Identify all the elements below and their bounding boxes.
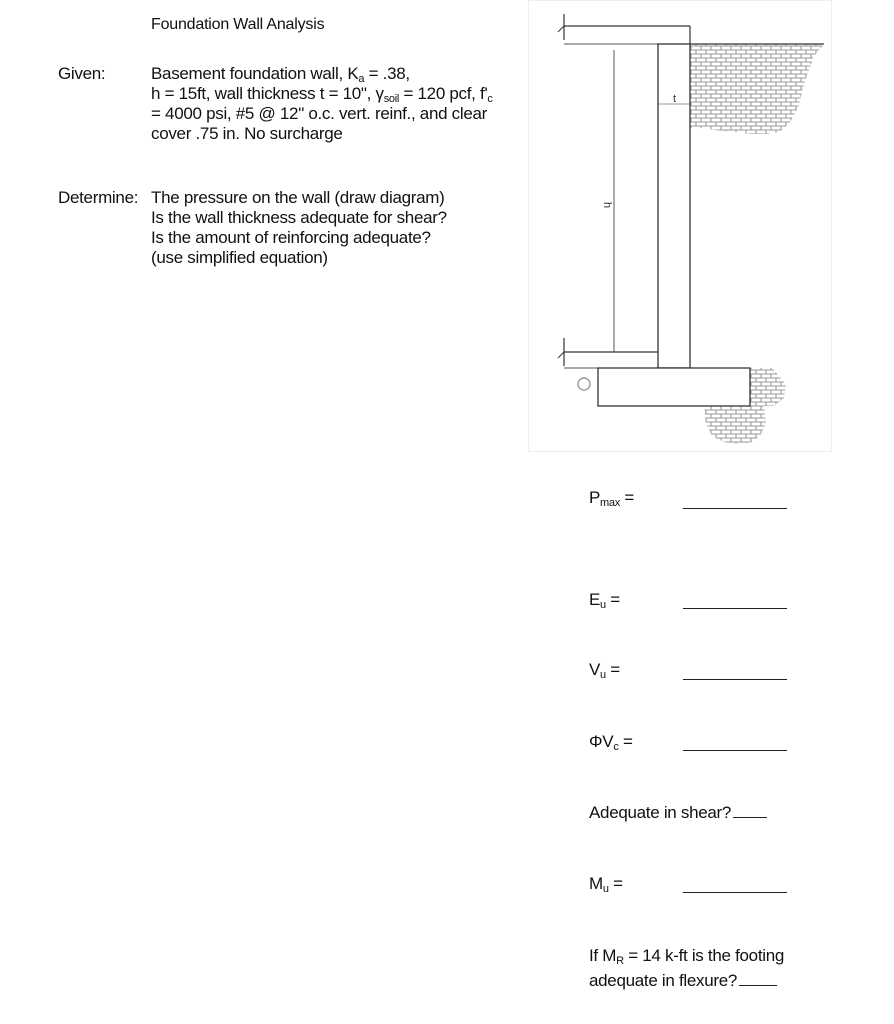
- mu-label: $M_u$ =: [589, 874, 623, 895]
- given-line-3: = 4000 psi, #5 @ 12" o.c. vert. reinf., and clear: [151, 104, 488, 123]
- pmax-label: $P_{max}$ =: [589, 488, 634, 509]
- adequate-shear-blank[interactable]: [733, 817, 767, 818]
- determine-item: Is the amount of reinforcing adequate?: [151, 228, 431, 247]
- wall-diagram: [528, 0, 832, 452]
- vu-label: $V_u$ =: [589, 660, 620, 681]
- given-line-2: h = 15ft, wall thickness t = 10", $\gamma_{soil} = 120$ pcf, $f'_c$: [151, 84, 493, 105]
- given-line-4: cover .75 in. No surcharge: [151, 124, 343, 143]
- determine-item: Is the wall thickness adequate for shear?: [151, 208, 447, 227]
- footing: [598, 368, 750, 406]
- backfill-soil: [690, 44, 824, 134]
- flexure-question-line-2: adequate in flexure?: [589, 971, 777, 991]
- vu-answer-blank[interactable]: [683, 679, 787, 680]
- page-title: Foundation Wall Analysis: [151, 16, 325, 33]
- phi-vc-label: $\Phi V_c$ =: [589, 732, 633, 753]
- adequate-flexure-blank[interactable]: [739, 985, 777, 986]
- eu-label: $E_u$ =: [589, 590, 620, 611]
- given-text: [151, 64, 531, 144]
- h-label: h: [601, 202, 613, 209]
- pmax-answer-blank[interactable]: [683, 508, 787, 509]
- mu-answer-blank[interactable]: [683, 892, 787, 893]
- phi-vc-answer-blank[interactable]: [683, 750, 787, 751]
- determine-item: The pressure on the wall (draw diagram): [151, 188, 445, 207]
- adequate-shear-question: Adequate in shear?: [589, 803, 767, 823]
- eu-answer-blank[interactable]: [683, 608, 787, 609]
- t-label: t: [673, 93, 677, 105]
- determine-label: Determine:: [58, 188, 139, 207]
- toe-soil: [750, 368, 786, 406]
- determine-list: [151, 188, 447, 268]
- flexure-question-line-1: If $M_R = 14$ k-ft is the footing: [589, 946, 785, 967]
- determine-item: (use simplified equation): [151, 248, 328, 267]
- footing-soil: [704, 406, 766, 444]
- given-label: Given:: [58, 64, 106, 83]
- given-line-1: Basement foundation wall, $K_a = .38$,: [151, 64, 410, 85]
- pin-support: [578, 378, 590, 390]
